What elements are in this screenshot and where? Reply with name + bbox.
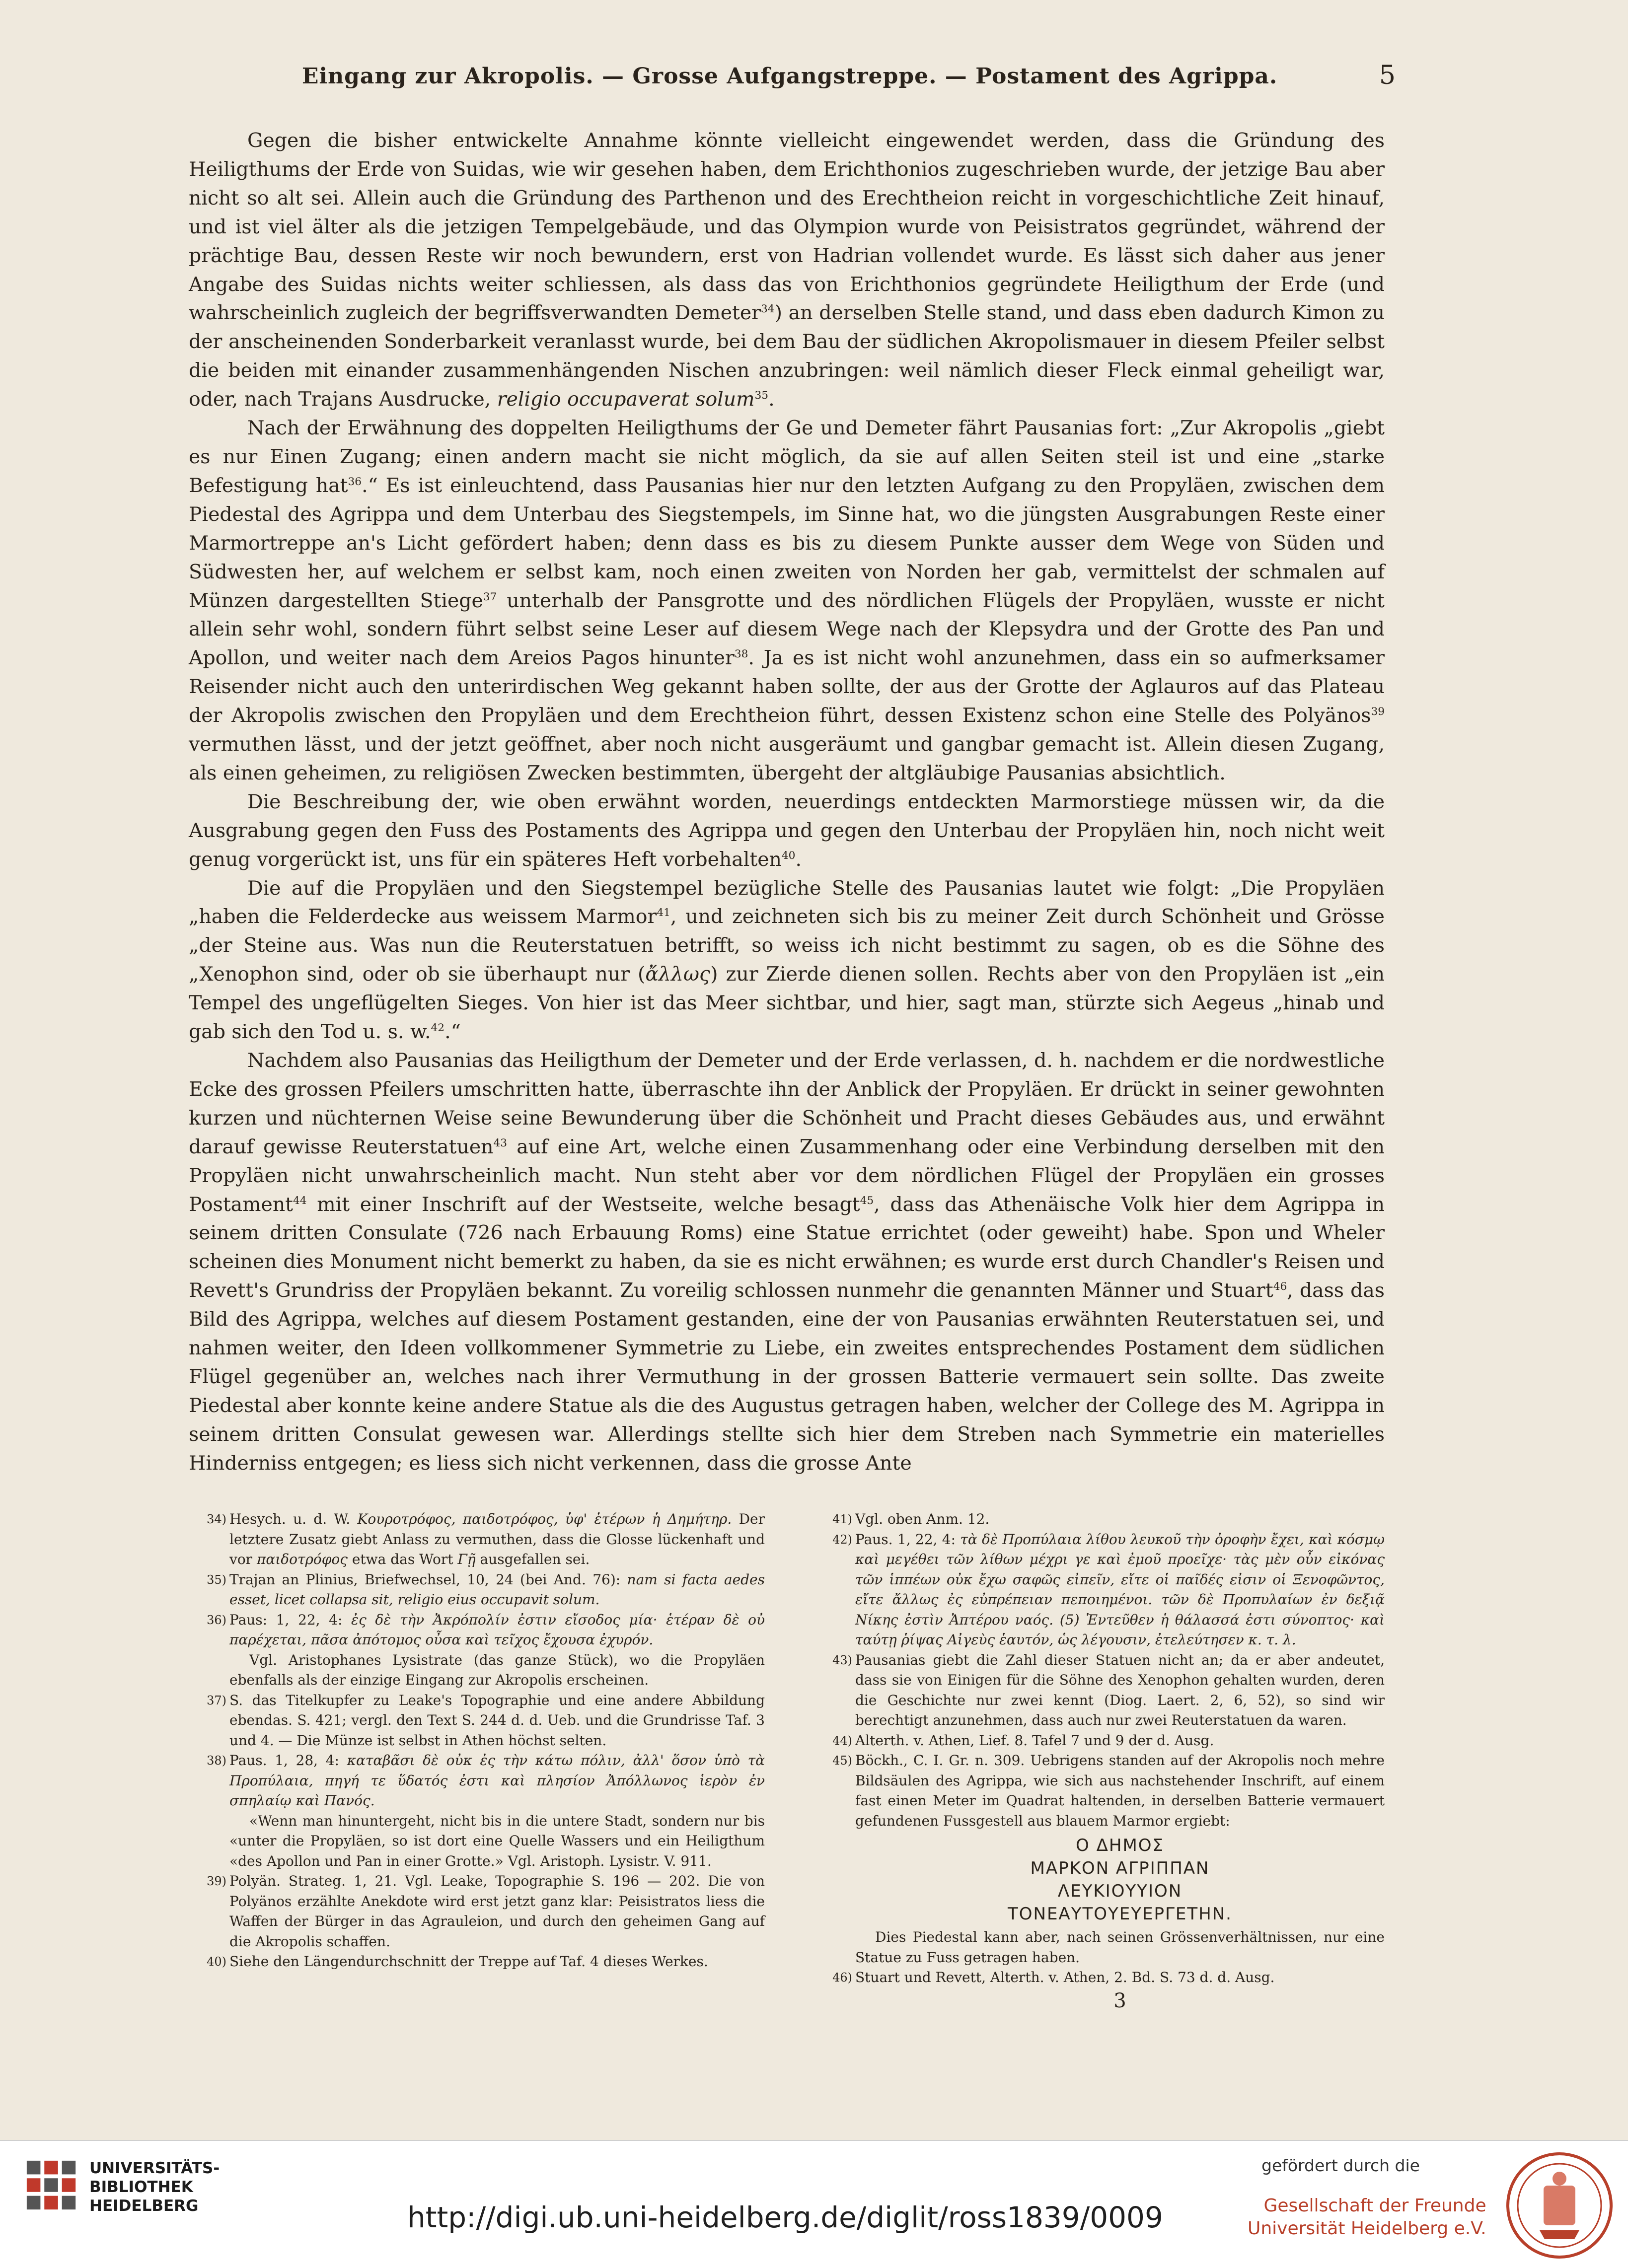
inscription-line: ΛΕΥΚΙΟΥΥΙΟΝ (1057, 1881, 1183, 1901)
footnote-number: 36) (207, 1613, 226, 1627)
italic-text: τὰ δὲ Προπύλαια λίθου λευκοῦ τὴν ὀροφὴν ἔχει, καὶ κόσμῳ καὶ μεγέθει τῶν λίθων μέχρι γε καὶ ἐμοῦ προεῖχε· τὰς μὲν οὖν εἰκόνας τῶν ἱππέων οὐκ ἔχω σαφῶς εἰπεῖν, εἴτε οἱ παῖδές εἰσιν οἱ Ξενοφῶντος, εἴτε ἄλλως ἐς εὐπρέπειαν πεποιημένοι. τῶν δὲ Προπυλαίων ἐν δεξιᾷ Νίκης ἐστὶν Ἀπτέρου ναός. (5) Ἐντεῦθεν ἡ θάλασσά ἐστι σύνοπτος· καὶ ταύτῃ ῥίψας Αἰγεὺς ἑαυτόν, ὡς λέγουσιν, ἐτελεύτησεν κ. τ. λ. (855, 1531, 1385, 1648)
footnote (189, 1871, 765, 1952)
body-paragraph (189, 788, 1385, 874)
text-run: , dass das Bild des Agrippa, welches auf diesem Postament gestanden, eine der von Pausanias erwähnten Reuterstatuen sei, und nahmen weiter, den Ideen vollkommener Symmetrie zu Liebe, ein zweites entsprechendes Postament dem südlichen Flügel gegenüber an, welches nach ihrer Vermuthung in der grossen Batterie vermauert sein sollte. Das zweite Piedestal aber konnte keine andere Statue als die des Augustus getragen haben, welcher der College des M. Agrippa in seinem dritten Consulat gewesen war. Allerdings stellte sich hier dem Streben nach Symmetrie ein materielles Hinderniss entgegen; es liess sich nicht verkennen, dass die grosse Ante (189, 1279, 1385, 1475)
funded-by-label: gefördert durch die (1261, 2156, 1420, 2175)
footnote (814, 1650, 1385, 1731)
footnote (814, 1509, 1385, 1530)
text-run: unterhalb der Pansgrotte und des nördlichen Flügels der Propyläen, wusste er nicht allein sehr wohl, sondern führt selbst seine Leser auf diesem Wege nach der Klepsydra und der Grotte des Pan und Apollon, und weiter nach dem Areios Pagos hinunter (189, 589, 1385, 670)
footnote-number: 35) (207, 1572, 226, 1587)
text-run: etwa das Wort (347, 1551, 458, 1567)
permalink[interactable]: http://digi.ub.uni-heidelberg.de/diglit/ross1839/0009 (407, 2200, 1163, 2234)
text-run: . Ja es ist nicht wohl anzunehmen, dass ein so aufmerksamer Reisender nicht auch den unterirdischen Weg gekannt haben sollte, der aus der Grotte der Aglauros auf das Plateau der Akropolis zwischen den Propyläen und dem Erechtheion führt, dessen Existenz schon eine Stelle des Polyänos (189, 646, 1385, 727)
body-paragraph (189, 874, 1385, 1047)
body-paragraph (189, 1047, 1385, 1478)
text-run: Die Beschreibung der, wie oben erwähnt worden, neuerdings entdeckten Marmorstiege müssen wir, da die Ausgrabung gegen den Fuss des Postaments des Agrippa und gegen den Unterbau der Propyläen hin, noch nicht weit genug vorgerückt ist, uns für ein späteres Heft vorbehalten (189, 790, 1385, 871)
footnote-ref: 39 (1371, 706, 1385, 718)
footnotes-left-column (189, 1509, 765, 1972)
footnote-46: 46) Stuart und Revett, Alterth. v. Athen, 2. Bd. S. 73 d. d. Ausg. (832, 1969, 1275, 1985)
text-run: Nachdem also Pausanias das Heiligthum der Demeter und der Erde verlassen, d. h. nachdem er die nordwestliche Ecke des grossen Pfeilers umschritten hatte, überraschte ihn der Anblick der Propyläen. Er drückt in seiner gewohnten kurzen und nüchternen Weise seine Bewunderung über die Schönheit und Pracht dieses Gebäudes aus, und erwähnt darauf gewisse Reuterstatuen (189, 1049, 1385, 1158)
text-run: .“ (444, 1020, 461, 1044)
footnote-ref: 41 (657, 907, 670, 920)
footnote-ref: 43 (493, 1136, 508, 1149)
footnote-ref: 34 (761, 303, 775, 316)
university-library-logo-icon (23, 2157, 81, 2215)
italic-text: ἄλλως (645, 963, 711, 986)
footnote-ref: 35 (754, 389, 769, 402)
footnote-number: 41) (832, 1512, 852, 1526)
text-run: Trajan an Plinius, Briefwechsel, 10, 24 (bei And. 76): (229, 1571, 627, 1588)
footnote-ref: 40 (781, 849, 796, 862)
footnote-number: 43) (832, 1653, 852, 1667)
italic-text: Γῇ (457, 1551, 476, 1567)
footnote-ref: 44 (293, 1194, 307, 1207)
footnote-number: 37) (207, 1693, 226, 1707)
footnote (814, 1751, 1385, 1831)
text-run: ) zur Zierde dienen sollen. Rechts aber von den Propyläen ist „ein Tempel des ungeflügelten Sieges. Von hier ist das Meer sichtbar, und hier, sagt man, stürzte sich Aegeus „hinab und gab sich den Tod u. s. w. (189, 963, 1385, 1044)
text-run: vermuthen lässt, und der jetzt geöffnet, aber noch nicht ausgeräumt und gangbar gemacht ist. Allein diesen Zugang, als einen geheimen, zu religiösen Zwecken bestimmten, übergeht der altgläubige Pausanias absichtlich. (189, 733, 1385, 784)
footnote (814, 1530, 1385, 1650)
note-continuation: Vgl. Aristophanes Lysistrate (das ganze Stück), wo die Propyläen ebenfalls als der einzige Eingang zur Akropolis erscheinen. (229, 1651, 765, 1688)
text-run: , dass das Athenäische Volk hier dem Agrippa in seinem dritten Consulate (726 nach Erbauung Roms) eine Statue errichtet (oder geweiht) habe. Spon und Wheler scheinen dies Monument nicht bemerkt zu haben, da sie es nicht erwähnen; es wurde erst durch Chandler's Reisen und Revett's Grundriss der Propyläen bekannt. Zu voreilig schlossen nunmehr die genannten Männer und Stuart (189, 1193, 1385, 1302)
text-run: S. das Titelkupfer zu Leake's Topographie und eine andere Abbildung ebendas. S. 421; vergl. den Text S. 244 d. d. Ueb. und die Grundrisse Taf. 3 und 4. — Die Münze ist selbst in Athen höchst selten. (229, 1692, 765, 1749)
italic-text: καταβᾶσι δὲ οὐκ ἐς τὴν κάτω πόλιν, ἀλλ' ὅσον ὑπὸ τὰ Προπύλαια, πηγή τε ὕδατός ἐστι καὶ πλησίον Ἀπόλλωνος ἱερὸν ἐν σπηλαίῳ καὶ Πανός. (229, 1752, 765, 1809)
text-run: Alterth. v. Athen, Lief. 8. Tafel 7 und 9 der d. Ausg. (855, 1732, 1214, 1749)
text-run: Paus. 1, 22, 4: (855, 1531, 961, 1548)
footnote-number: 39) (207, 1874, 226, 1888)
text-run: Siehe den Längendurchschnitt der Treppe auf Taf. 4 dieses Werkes. (229, 1953, 708, 1970)
sheet-signature: 3 (1113, 1989, 1126, 2012)
text-run: . (795, 848, 802, 871)
footnote (814, 1731, 1385, 1751)
footnote-ref: 38 (734, 648, 748, 661)
text-run: Polyän. Strateg. 1, 21. Vgl. Leake, Topographie S. 196 — 202. Die von Polyänos erzählte Anekdote wird erst jetzt ganz klar: Peisistratos liess die Waffen der Bürger in das Agrauleion, und durch den geheimen Gang auf die Akropolis schaffen. (229, 1873, 765, 1950)
italic-text: παιδοτρόφος (256, 1551, 348, 1567)
footnotes-right-column (814, 1509, 1385, 2011)
footnote (189, 1691, 765, 1751)
text-run: mit einer Inschrift auf der Westseite, welche besagt (306, 1193, 860, 1216)
footnote (189, 1952, 765, 1972)
text-run: Pausanias giebt die Zahl dieser Statuen nicht an; da er aber andeutet, dass sie von Einigen für die Söhne des Xenophon gehalten wurden, deren die Geschichte nur zwei kennt (Diog. Laert. 2, 6, 52), so sind wir berechtigt anzunehmen, dass auch nur zwei Reuterstatuen da waren. (855, 1651, 1385, 1728)
note-45-continuation: Dies Piedestal kann aber, nach seinen Grössenverhältnissen, nur eine Statue zu Fuss getragen haben. (855, 1929, 1385, 1966)
inscription-line: Ο ΔΗΜΟΣ (1076, 1836, 1164, 1855)
italic-text: ἐς δὲ τὴν Ἀκρόπολίν ἐστιν εἴσοδος μία· ἑτέραν δὲ οὐ παρέχεται, πᾶσα ἀπότομος οὖσα καὶ τεῖχος ἔχουσα ἐχυρόν. (229, 1611, 765, 1648)
body-paragraph (189, 414, 1385, 788)
body-paragraph (189, 127, 1385, 414)
footnote-ref: 37 (483, 590, 497, 603)
main-text (189, 127, 1385, 1478)
running-title: Eingang zur Akropolis. — Grosse Aufgangstreppe. — Postament des Agrippa. (301, 64, 1278, 89)
text-run: ) an derselben Stelle stand, und dass eben dadurch Kimon zu der anscheinenden Sonderbarkeit veranlasst wurde, bei dem Bau der südlichen Akropolismauer in diesem Pfeiler selbst die beiden mit einander zusammenhängenden Nischen anzubringen: weil nämlich dieser Fleck einmal geheiligt war, oder, nach Trajans Ausdrucke, (189, 301, 1385, 411)
footnote-ref: 45 (860, 1194, 874, 1207)
text-run: Paus. 1, 28, 4: (229, 1752, 347, 1769)
text-run: Böckh., C. I. Gr. n. 309. Uebrigens standen auf der Akropolis noch mehre Bildsäulen des Agrippa, wie sich aus nachstehender Inschrift, auf einem fast einen Meter im Quadrat haltenden, in derselben Batterie vermauert gefundenen Fussgestell aus blauem Marmor ergiebt: (855, 1752, 1385, 1829)
text-run: Paus: 1, 22, 4: (229, 1611, 352, 1628)
text-run: . (768, 388, 775, 411)
text-run: ausgefallen sei. (475, 1551, 590, 1567)
text-run: Gegen die bisher entwickelte Annahme könnte vielleicht eingewendet werden, dass die Gründung des Heiligthums der Erde von Suidas, wie wir gesehen haben, dem Erichthonios zugeschrieben wurde, der jetzige Bau aber nicht so alt sei. Allein auch die Gründung des Parthenon und des Erechtheion reicht in vorgeschichtliche Zeit hinauf, und ist viel älter als die jetzigen Tempelgebäude, und das Olympion wurde von Peisistratos gegründet, während der prächtige Bau, dessen Reste wir noch bewundern, erst von Hadrian vollendet wurde. Es lässt sich daher aus jener Angabe des Suidas nichts weiter schliessen, als dass das von Erichthonios gegründete Heiligthum der Erde (und wahrscheinlich zugleich der begriffsverwandten Demeter (189, 129, 1385, 325)
agrippa-inscription (855, 1834, 1385, 1925)
footnote-number: 38) (207, 1754, 226, 1768)
italic-text: Κουροτρόφος, παιδοτρόφος, ὑφ' ἑτέρων ἡ Δημήτηρ. (357, 1511, 732, 1527)
digitization-footer (0, 2140, 1628, 2268)
footnote-number: 34) (207, 1512, 226, 1526)
footnote (189, 1751, 765, 1871)
text-run: Hesych. u. d. W. (229, 1511, 358, 1527)
text-run: Die auf die Propyläen und den Siegstempel bezügliche Stelle des Pausanias lautet wie folgt: „Die Propyläen „haben die Felderdecke aus weissem Marmor (189, 876, 1385, 928)
italic-text: nam si facta aedes esset, licet collapsa sit, religio eius occupavit solum. (229, 1571, 765, 1608)
footnote-ref: 42 (431, 1021, 445, 1034)
footnote (189, 1509, 765, 1570)
footnote-ref: 36 (348, 475, 362, 488)
page-number: 5 (1379, 61, 1396, 90)
inscription-line: ΤΟΝΕΑΥΤΟΥΕΥΕΡΓΕΤΗΝ. (1007, 1904, 1232, 1924)
text-run: Vgl. oben Anm. 12. (855, 1511, 990, 1527)
society-name: Gesellschaft der Freunde Universität Heidelberg e.V. (1248, 2196, 1486, 2239)
footnote-number: 40) (207, 1955, 226, 1969)
text-run: auf eine Art, welche einen Zusammenhang oder eine Verbindung derselben mit den Propyläen nicht unwahrscheinlich macht. Nun steht aber vor dem nördlichen Flügel der Propyläen ein grosses Postament (189, 1135, 1385, 1216)
university-seal-icon (1505, 2151, 1614, 2260)
footnote-number: 44) (832, 1733, 852, 1748)
footnote-number: 45) (832, 1754, 852, 1768)
footnote (189, 1570, 765, 1610)
inscription-line: ΜΑΡΚΟΝ ΑΓΡΙΠΠΑΝ (1030, 1858, 1210, 1878)
footnote (189, 1610, 765, 1691)
library-name: UNIVERSITÄTS- BIBLIOTHEK HEIDELBERG (89, 2159, 220, 2215)
text-run: Der letztere Zusatz giebt Anlass zu vermuthen, dass die Glosse lückenhaft und vor (229, 1511, 765, 1567)
text-run: Nach der Erwähnung des doppelten Heiligthums der Ge und Demeter fährt Pausanias fort: „Zur Akropolis „giebt es nur Einen Zugang; einen andern macht sie nicht möglich, da sie auf allen Seiten steil ist und eine „starke Befestigung hat (189, 417, 1385, 497)
text-run: .“ Es ist einleuchtend, dass Pausanias hier nur den letzten Aufgang zu den Propyläen, zwischen dem Piedestal des Agrippa und dem Unterbau des Siegstempels, im Sinne hat, wo die jüngsten Ausgrabungen Reste einer Marmortreppe an's Licht gefördert haben; denn dass es bis zu diesem Punkte ausser dem Wege von Süden und Südwesten her, auf welchem er selbst kam, noch einen zweiten von Norden her gab, vermittelst der schmalen auf Münzen dargestellten Stiege (189, 474, 1385, 612)
footnote-ref: 46 (1273, 1280, 1287, 1293)
italic-text: religio occupaverat solum (497, 388, 755, 411)
note-continuation: «Wenn man hinuntergeht, nicht bis in die untere Stadt, sondern nur bis «unter die Propyläen, so ist dort eine Quelle Wassers und ein Heiligthum «des Apollon und Pan in einer Grotte.» Vgl. Aristoph. Lysistr. V. 911. (229, 1812, 765, 1869)
text-run: , und zeichneten sich bis zu meiner Zeit durch Schönheit und Grösse „der Steine aus. Was nun die Reuterstatuen betrifft, so weiss ich nicht bestimmt zu sagen, ob es die Söhne des „Xenophon sind, oder ob sie überhaupt nur ( (189, 905, 1385, 986)
footnote-number: 42) (832, 1532, 852, 1547)
